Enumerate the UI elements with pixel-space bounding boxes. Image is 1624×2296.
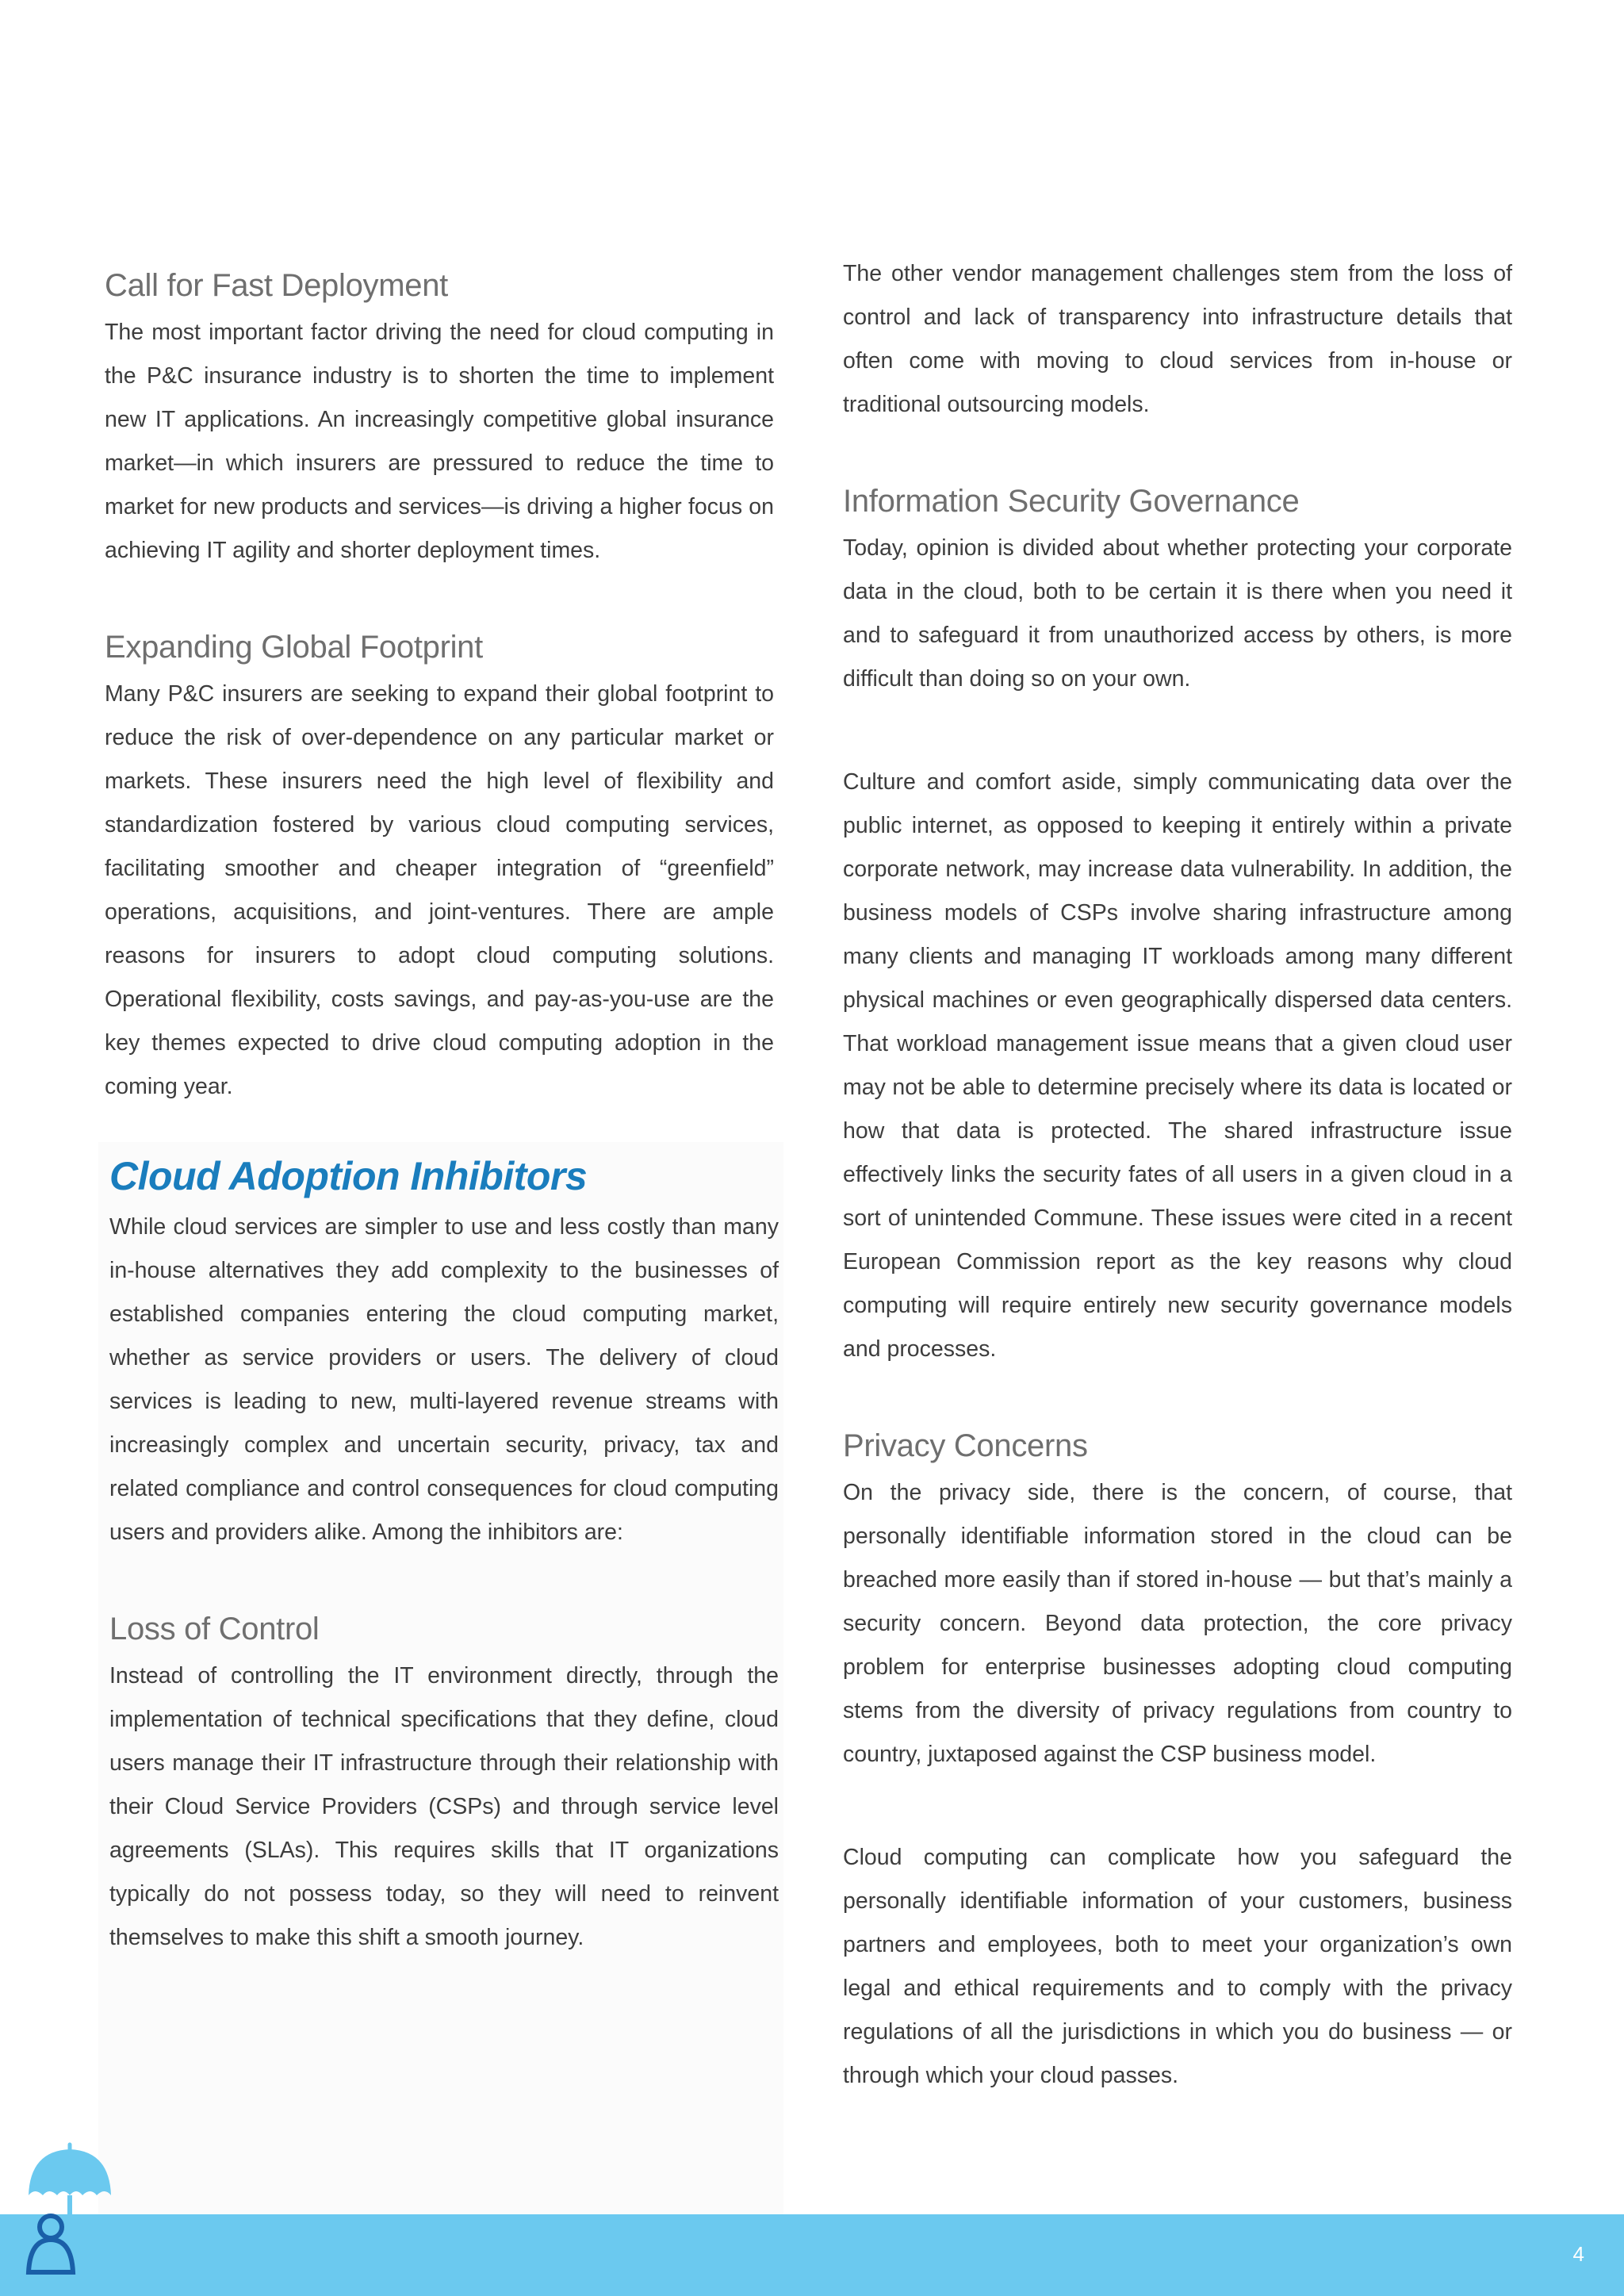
section-information-security [843, 476, 1512, 1371]
vendor-management-paragraph: The other vendor management challenges stem from the loss of control and lack of transparency into infrastructure details that often come with moving to cloud services from in-house or traditional outsourcing models. [843, 261, 1512, 417]
privacy-concerns-heading: Privacy Concerns [843, 1428, 1088, 1463]
section-loss-of-control [109, 1604, 779, 1960]
section-fast-deployment [105, 260, 774, 573]
information-security-heading: Information Security Governance [843, 484, 1300, 519]
inhibitors-intro: While cloud services are simpler to use and less costly than many in-house alternatives they add complexity to the businesses of established companies entering the cloud computing market, whether as service providers or users. The delivery of cloud services is leading to new, multi-layered revenue streams with increasingly complex and uncertain security, privacy, tax and related compliance and control consequences for cloud computing users and providers alike. Among the inhibitors are: [109, 1214, 779, 1545]
global-footprint-heading: Expanding Global Footprint [105, 630, 483, 665]
inhibitors-section [109, 1147, 779, 1960]
privacy-concerns-body-2: Cloud computing can complicate how you safeguard the personally identifiable information of your customers, business partners and employees, both to meet your organization’s own legal and ethical requirements and to comply with the privacy regulations of all the jurisdictions in which you do business — or through which your cloud passes. [843, 1845, 1512, 2088]
loss-of-control-body: Instead of controlling the IT environment directly, through the implementation of technical specifications that they define, cloud users manage their IT infrastructure through their relationship with their Cloud Service Providers (CSPs) and through service level agreements (SLAs). This requires skills that IT organizations typically do not possess today, so they will need to reinvent themselves to make this shift a smooth journey. [109, 1663, 779, 1950]
section-global-footprint [105, 622, 774, 1109]
global-footprint-body: Many P&C insurers are seeking to expand their global footprint to reduce the risk of over-dependence on any particular market or markets. These insurers need the high level of flexibility and standardization fostered by various cloud computing services, facilitating smoother and cheaper integration of “greenfield” operations, acquisitions, and joint-ventures. There are ample reasons for insurers to adopt cloud computing solutions. Operational flexibility, costs savings, and pay-as-you-use are the key themes expected to drive cloud computing adoption in the coming year. [105, 681, 774, 1099]
footer-bar [0, 2214, 1624, 2296]
fast-deployment-body: The most important factor driving the need for cloud computing in the P&C insurance industry is to shorten the time to implement new IT applications. An increasingly competitive global insurance market—in which insurers are pressured to reduce the time to market for new products and services—is driving a higher focus on achieving IT agility and shorter deployment times. [105, 320, 774, 563]
page-number: 4 [1572, 2242, 1584, 2266]
section-privacy-concerns [843, 1420, 1512, 2098]
left-column [105, 260, 774, 1109]
inhibitors-heading: Cloud Adoption Inhibitors [109, 1154, 588, 1198]
privacy-concerns-body-1: On the privacy side, there is the concern, of course, that personally identifiable information stored in the cloud can be breached more easily than if stored in-house — but that’s mainly a security concern. Beyond data protection, the core privacy problem for enterprise businesses adopting cloud computing stems from the diversity of privacy regulations from country to country, juxtaposed against the CSP business model. [843, 1480, 1512, 1767]
information-security-body-2: Culture and comfort aside, simply communicating data over the public internet, as opposed to keeping it entirely within a private corporate network, may increase data vulnerability. In addition, the business models of CSPs involve sharing infrastructure among many clients and managing IT workloads among many different physical machines or even geographically dispersed data centers. That workload management issue means that a given cloud user may not be able to determine precisely where its data is located or how that data is protected. The shared infrastructure issue effectively links the security fates of all users in a given cloud in a sort of unintended Commune. These issues were cited in a recent European Commission report as the key reasons why cloud computing will require entirely new security governance models and processes. [843, 769, 1512, 1362]
umbrella-person-icon [22, 2141, 117, 2276]
information-security-body-1: Today, opinion is divided about whether protecting your corporate data in the cloud, both to be certain it is there when you need it and to safeguard it from unauthorized access by others, is more difficult than doing so on your own. [843, 535, 1512, 692]
right-column [843, 252, 1512, 2098]
loss-of-control-heading: Loss of Control [109, 1612, 320, 1646]
fast-deployment-heading: Call for Fast Deployment [105, 268, 448, 303]
